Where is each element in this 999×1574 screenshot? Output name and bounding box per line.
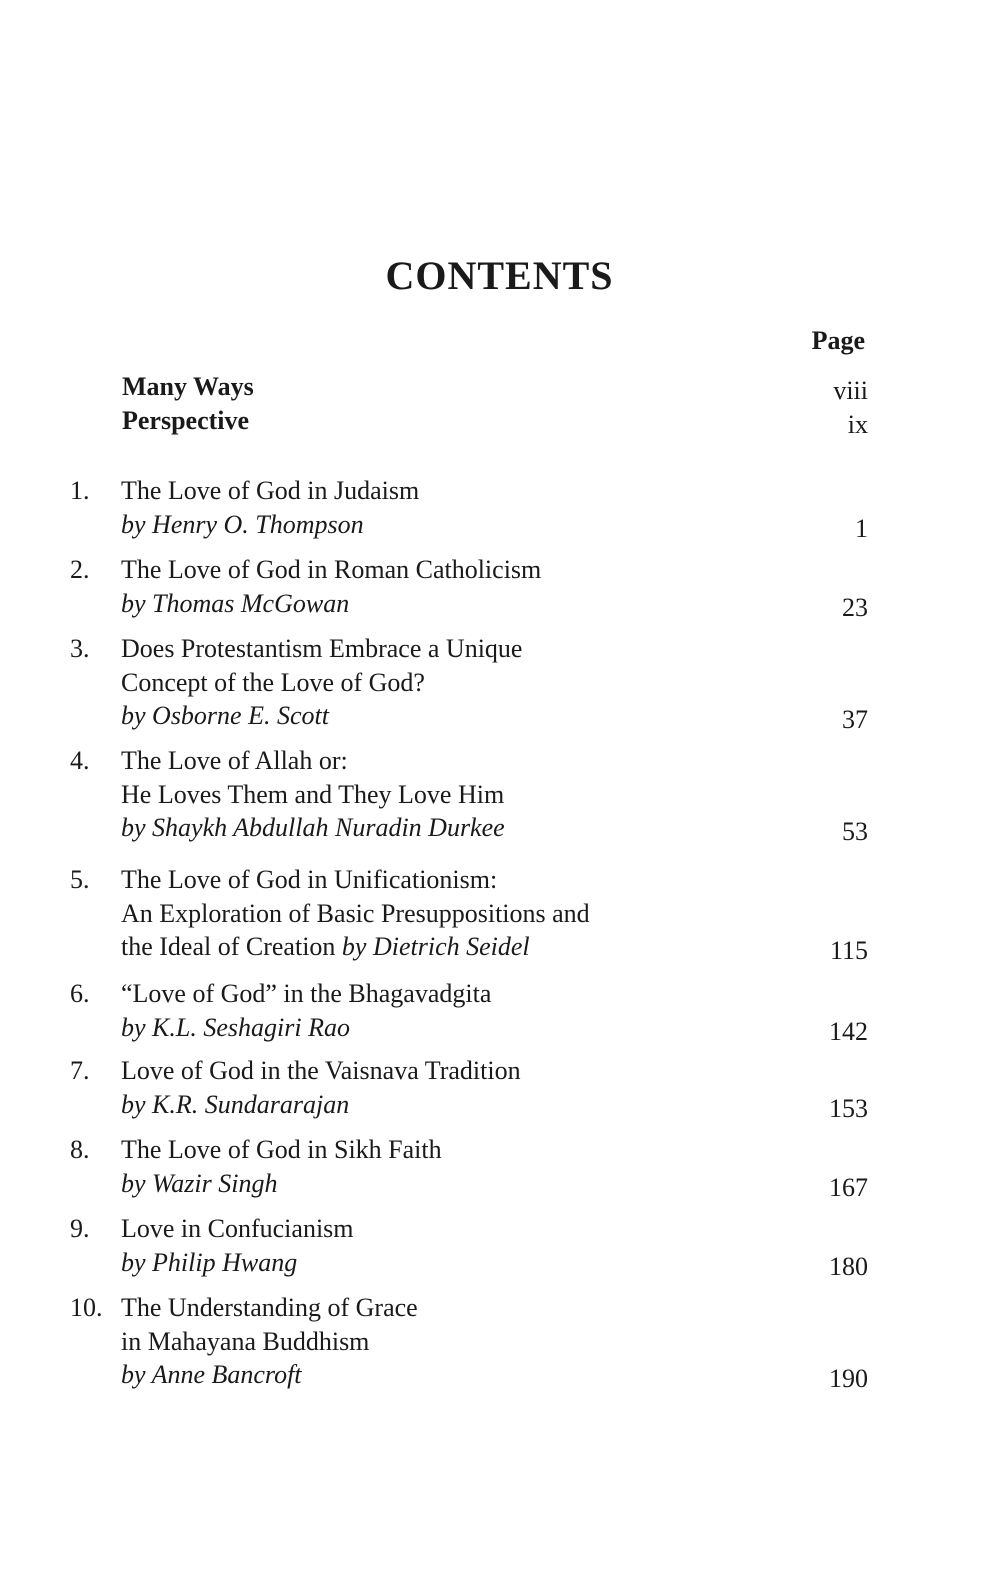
entry-author-line	[121, 699, 721, 733]
page-title: CONTENTS	[385, 253, 614, 298]
entry-title-line: Does Protestantism Embrace a Unique	[121, 634, 523, 663]
toc-entry	[70, 744, 868, 845]
entry-author-line	[121, 1246, 721, 1280]
entry-author-line	[121, 1167, 721, 1201]
entry-number: 8.	[70, 1135, 90, 1164]
entry-page-number: 142	[829, 1016, 868, 1046]
toc-entry	[70, 474, 868, 541]
entry-title-line: The Love of God in Unificationism:	[121, 865, 498, 894]
entry-text	[121, 863, 721, 964]
entry-title-line: He Loves Them and They Love Him	[121, 779, 505, 809]
entry-title-line: The Love of God in Sikh Faith	[121, 1135, 442, 1164]
entry-title-line: The Love of God in Judaism	[121, 476, 420, 505]
front-matter-label: Many Ways	[122, 372, 254, 401]
entry-title-line: Concept of the Love of God?	[121, 667, 425, 697]
entry-page-number: 37	[842, 705, 868, 734]
toc-entry	[70, 863, 868, 964]
front-matter-page: ix	[847, 410, 868, 439]
entry-author: by Shaykh Abdullah Nuradin Durkee	[121, 813, 505, 842]
entry-page-number: 167	[829, 1172, 868, 1202]
entry-text	[121, 474, 721, 541]
entry-author: by Thomas McGowan	[121, 588, 350, 618]
entry-page-number: 115	[829, 936, 868, 965]
entry-number: 1.	[70, 476, 90, 505]
entry-number: 5.	[70, 865, 90, 894]
entry-author: by Anne Bancroft	[121, 1360, 302, 1389]
entry-text	[121, 1133, 721, 1200]
toc-entry	[70, 553, 868, 620]
entry-number: 3.	[70, 634, 90, 663]
entry-title-line: “Love of God” in the Bhagavadgita	[121, 979, 492, 1008]
entry-title-line: Love of God in the Vaisnava Tradition	[121, 1056, 521, 1085]
page-column-header: Page	[811, 326, 865, 355]
entry-author-line	[121, 930, 721, 964]
toc-entry	[70, 632, 868, 733]
entry-page-number: 190	[829, 1364, 868, 1393]
entry-title-line: An Exploration of Basic Presuppositions and	[121, 898, 590, 928]
entry-author: by Osborne E. Scott	[121, 701, 329, 730]
entry-page-number: 1	[855, 513, 868, 543]
toc-entry	[70, 1212, 868, 1279]
entry-text	[121, 744, 721, 845]
entry-author-line	[121, 1011, 721, 1045]
entry-title-line: Love in Confucianism	[121, 1214, 354, 1243]
entry-title-line: The Love of God in Roman Catholicism	[121, 555, 542, 584]
entry-number: 6.	[70, 979, 90, 1008]
entry-author-line	[121, 508, 721, 542]
front-matter-label: Perspective	[122, 406, 250, 435]
entry-number: 7.	[70, 1056, 90, 1085]
entry-title-line: The Love of Allah or:	[121, 746, 348, 775]
entry-text	[121, 977, 721, 1044]
entry-text	[121, 632, 721, 733]
entry-title-line: The Understanding of Grace	[121, 1293, 418, 1322]
toc-entry	[70, 1054, 868, 1121]
entry-page-number: 23	[842, 592, 868, 622]
entry-text	[121, 1212, 721, 1279]
entry-page-number: 53	[842, 817, 868, 846]
entry-text	[121, 1054, 721, 1121]
entry-author-line	[121, 1088, 721, 1122]
entry-number: 2.	[70, 555, 90, 584]
entry-number: 4.	[70, 746, 90, 775]
toc-entry	[70, 977, 868, 1044]
entry-page-number: 180	[829, 1251, 868, 1281]
entry-text	[121, 553, 721, 620]
entry-number: 10.	[70, 1293, 103, 1322]
front-matter-page: viii	[833, 376, 868, 405]
toc-entry	[70, 1133, 868, 1200]
entry-author: by K.L. Seshagiri Rao	[121, 1012, 350, 1042]
entry-number: 9.	[70, 1214, 90, 1243]
entry-author: by K.R. Sundararajan	[121, 1089, 350, 1119]
entry-author: by Dietrich Seidel	[341, 932, 530, 961]
entry-author-line	[121, 811, 721, 845]
entry-page-number: 153	[829, 1093, 868, 1123]
entry-text	[121, 1291, 721, 1392]
entry-title-prefix: the Ideal of Creation	[121, 932, 342, 961]
entry-author: by Philip Hwang	[121, 1247, 298, 1277]
entry-author: by Wazir Singh	[121, 1168, 278, 1198]
entry-author-line	[121, 1358, 721, 1392]
toc-entry	[70, 1291, 868, 1392]
entry-author: by Henry O. Thompson	[121, 509, 364, 539]
entry-title-line: in Mahayana Buddhism	[121, 1326, 370, 1356]
entry-author-line	[121, 587, 721, 621]
